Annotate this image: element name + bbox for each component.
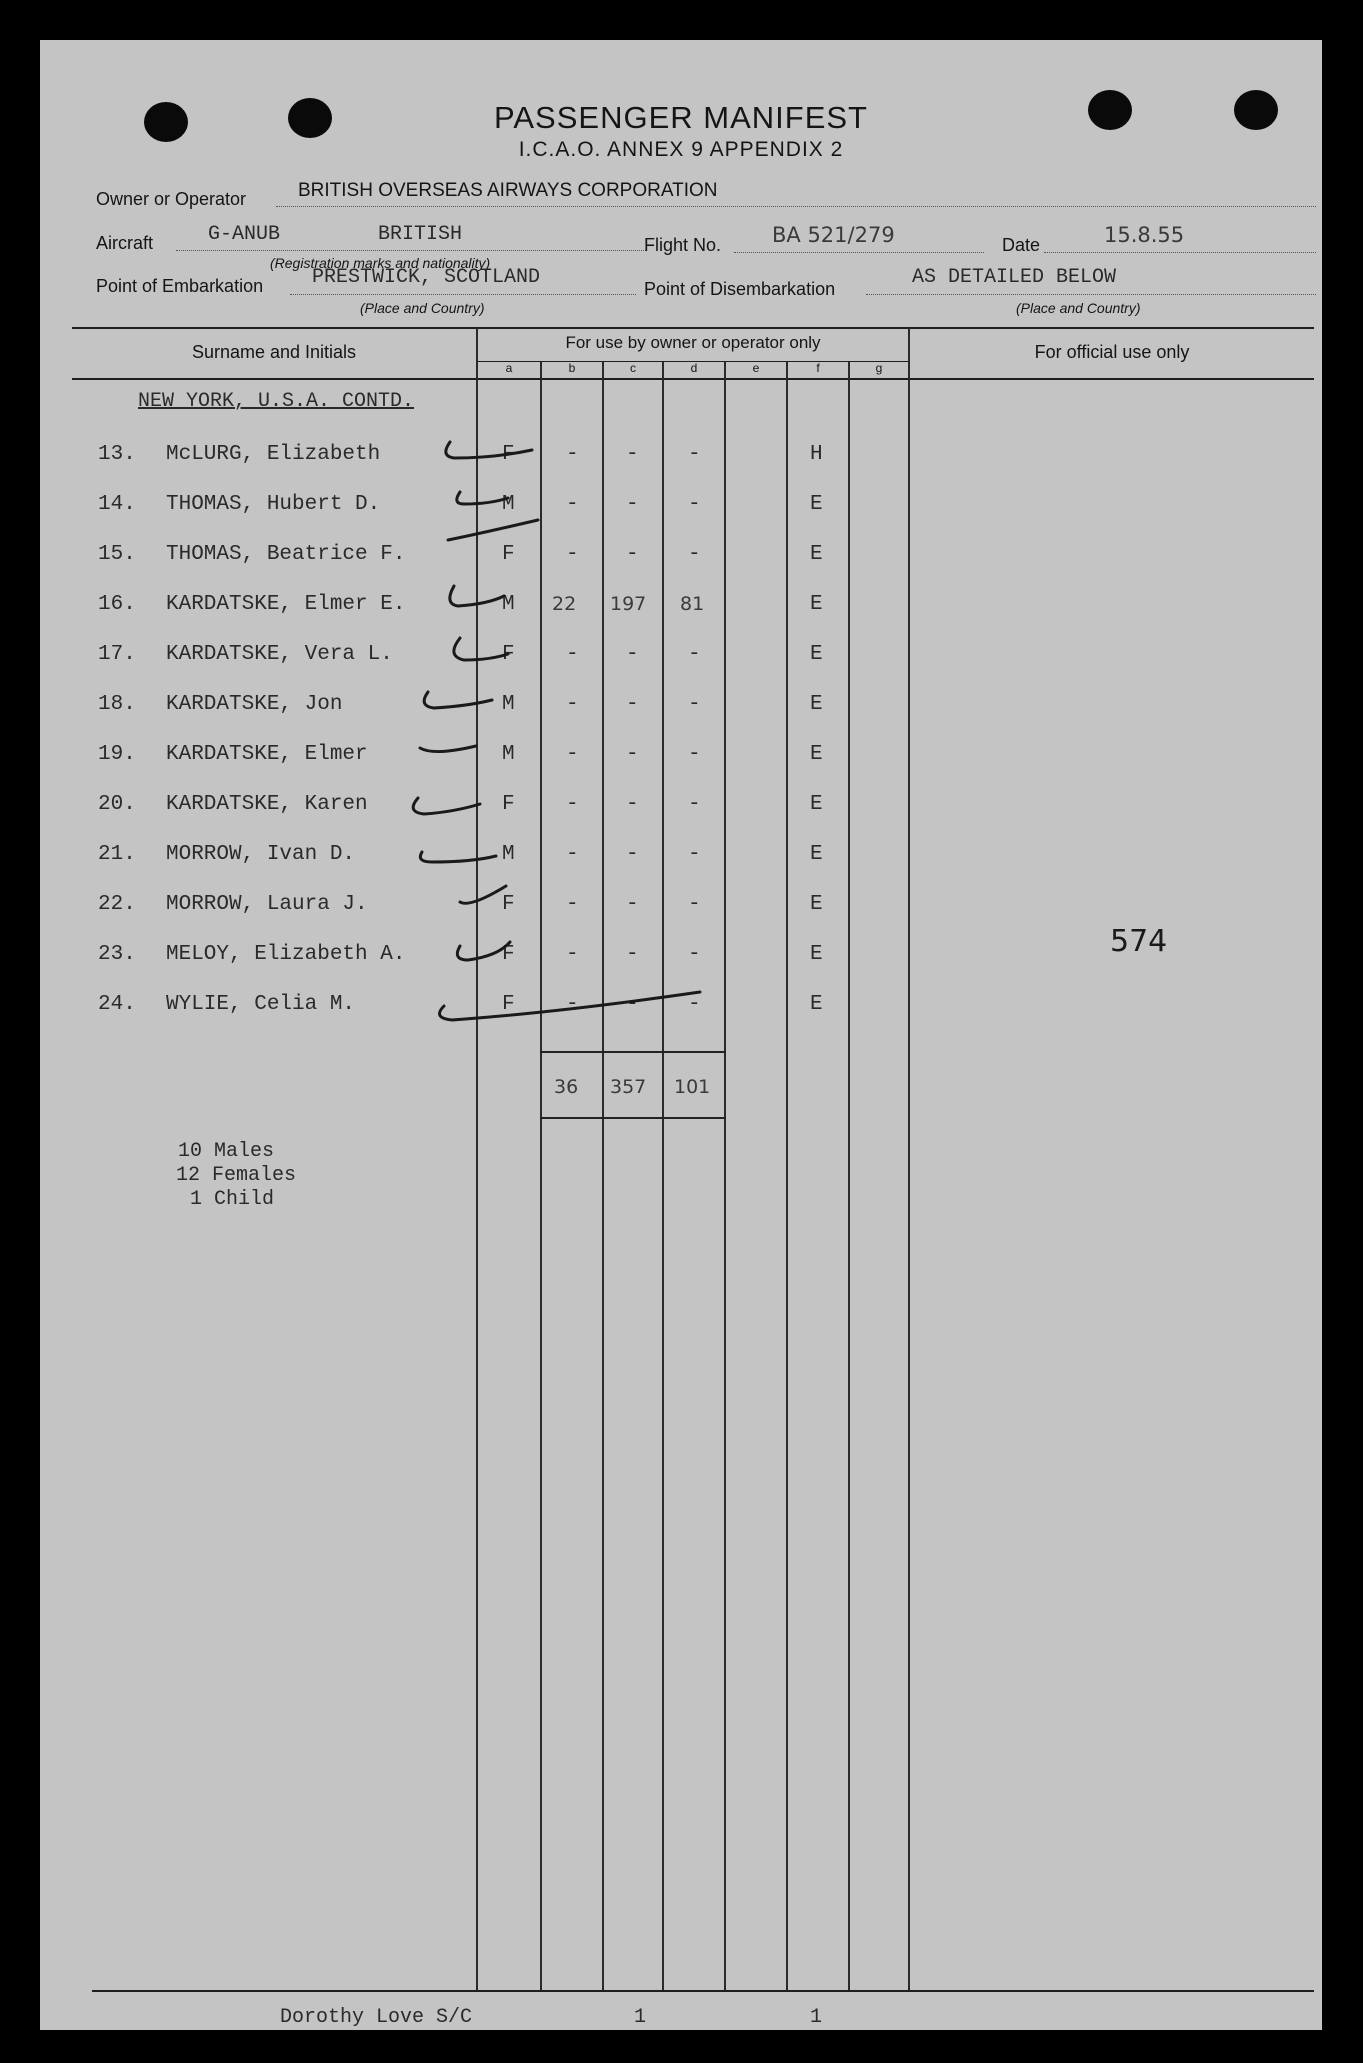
subcol-b: b (568, 361, 576, 375)
passenger-name: MELOY, Elizabeth A. (166, 943, 406, 966)
subcol-d: d (690, 361, 698, 375)
check-mark (446, 442, 532, 458)
cell-c: - (626, 943, 639, 966)
cell-a: M (502, 693, 515, 716)
row-number: 17. (98, 643, 136, 666)
cell-f: E (810, 793, 823, 816)
passenger-name: MORROW, Ivan D. (166, 843, 356, 866)
check-mark (454, 638, 508, 660)
cell-f: E (810, 493, 823, 516)
cell-a: M (502, 593, 515, 616)
document-subtitle: I.C.A.O. ANNEX 9 APPENDIX 2 (518, 138, 844, 161)
subcol-a: a (505, 361, 513, 375)
cell-b: - (566, 843, 579, 866)
embarkation-value: PRESTWICK, SCOTLAND (312, 266, 541, 289)
cell-b: - (566, 993, 579, 1016)
row-number: 15. (98, 543, 136, 566)
cell-a: F (502, 793, 515, 816)
cell-d: - (688, 993, 701, 1016)
cell-d: - (688, 643, 701, 666)
cell-f: E (810, 593, 823, 616)
aircraft-registration: G-ANUB (208, 223, 281, 246)
col-header-operator: For use by owner or operator only (565, 333, 821, 352)
total-c: 357 (610, 1076, 647, 1098)
passenger-name: KARDATSKE, Vera L. (166, 643, 393, 666)
row-number: 23. (98, 943, 136, 966)
passenger-name: KARDATSKE, Elmer (166, 743, 368, 766)
flight-dotline (734, 252, 984, 253)
cell-c: - (626, 493, 639, 516)
cell-a: F (502, 643, 515, 666)
cell-b: - (566, 543, 579, 566)
embarkation-caption: (Place and Country) (360, 300, 485, 316)
passenger-name: KARDATSKE, Elmer E. (166, 593, 406, 616)
cell-f: E (810, 543, 823, 566)
row-number: 14. (98, 493, 136, 516)
embarkation-label: Point of Embarkation (96, 276, 264, 296)
row-number: 19. (98, 743, 136, 766)
cell-f: E (810, 743, 823, 766)
cell-a: M (502, 743, 515, 766)
cell-a: M (502, 843, 515, 866)
aircraft-dotline (176, 250, 646, 251)
col-rule-b (602, 362, 604, 1990)
col-rule-d (724, 362, 726, 1990)
total-d: 101 (674, 1076, 711, 1098)
footer-value-2: 1 (810, 2006, 823, 2029)
col-rule-c (662, 362, 664, 1990)
section-heading: NEW YORK, U.S.A. CONTD. (138, 390, 415, 413)
cell-d: - (688, 793, 701, 816)
cell-a: F (502, 543, 515, 566)
embarkation-dotline (290, 294, 636, 295)
cell-d: - (688, 843, 701, 866)
cell-c: - (626, 443, 639, 466)
cell-d: - (688, 543, 701, 566)
table-footer-rule (92, 1990, 1314, 1992)
cell-f: E (810, 643, 823, 666)
col-rule-a (540, 362, 542, 1990)
footer-value-1: 1 (634, 2006, 647, 2029)
cell-d: - (688, 493, 701, 516)
date-value: 15.8.55 (1104, 223, 1185, 247)
row-number: 24. (98, 993, 136, 1016)
check-mark (413, 798, 480, 814)
cell-f: E (810, 943, 823, 966)
cell-c: - (626, 693, 639, 716)
row-number: 22. (98, 893, 136, 916)
check-mark (420, 746, 476, 752)
cell-c: - (626, 993, 639, 1016)
cell-c: - (626, 893, 639, 916)
cell-c: - (626, 643, 639, 666)
passenger-name: KARDATSKE, Karen (166, 793, 368, 816)
owner-label: Owner or Operator (96, 189, 247, 209)
owner-dotline (276, 206, 1316, 207)
col-header-official: For official use only (1034, 342, 1190, 362)
cell-f: E (810, 893, 823, 916)
passenger-name: McLURG, Elizabeth (166, 443, 381, 466)
cell-b: - (566, 643, 579, 666)
check-mark (424, 692, 492, 708)
subcol-f: f (816, 361, 820, 375)
subcol-c: c (630, 361, 636, 375)
summary-females: 12 Females (176, 1164, 297, 1187)
cell-b: - (566, 893, 579, 916)
cell-c: 197 (610, 593, 647, 615)
official-number: 574 (1110, 924, 1168, 959)
date-dotline (1044, 252, 1316, 253)
aircraft-nationality: BRITISH (378, 223, 463, 246)
cell-a: F (502, 993, 515, 1016)
flight-label: Flight No. (644, 235, 722, 255)
row-number: 16. (98, 593, 136, 616)
summary-child: 1 Child (190, 1188, 275, 1211)
cell-b: - (566, 693, 579, 716)
cell-a: M (502, 493, 515, 516)
subcol-e: e (752, 361, 760, 375)
cell-b: - (566, 443, 579, 466)
aircraft-caption: (Registration marks and nationality) (270, 255, 491, 271)
passenger-name: THOMAS, Hubert D. (166, 493, 381, 516)
table-header-bottom-rule (72, 378, 1314, 380)
cell-d: - (688, 443, 701, 466)
check-mark (420, 852, 496, 862)
check-mark (460, 886, 506, 903)
summary-males: 10 Males (178, 1140, 275, 1163)
cell-d: - (688, 743, 701, 766)
col-header-name: Surname and Initials (191, 342, 357, 362)
cell-a: F (502, 893, 515, 916)
cell-b: - (566, 943, 579, 966)
passenger-name: WYLIE, Celia M. (166, 993, 356, 1016)
cell-c: - (626, 793, 639, 816)
col-rule-f (848, 362, 850, 1990)
col-rule-name (476, 328, 478, 1990)
table-top-rule (72, 327, 1314, 329)
check-mark (448, 520, 538, 540)
cell-d: - (688, 893, 701, 916)
cell-d: - (688, 943, 701, 966)
cell-b: - (566, 743, 579, 766)
footer-signature: Dorothy Love S/C (280, 2006, 473, 2029)
cell-a: F (502, 443, 515, 466)
owner-value: BRITISH OVERSEAS AIRWAYS CORPORATION (298, 180, 718, 201)
cell-c: - (626, 843, 639, 866)
disembarkation-dotline (866, 294, 1316, 295)
manifest-sheet (40, 40, 1322, 2030)
passenger-name: KARDATSKE, Jon (166, 693, 343, 716)
cell-b: - (566, 793, 579, 816)
cell-f: E (810, 843, 823, 866)
cell-d: 81 (680, 593, 705, 615)
cell-b: - (566, 493, 579, 516)
total-b: 36 (554, 1076, 579, 1098)
cell-f: E (810, 693, 823, 716)
row-number: 18. (98, 693, 136, 716)
cell-a: F (502, 943, 515, 966)
disembarkation-caption: (Place and Country) (1016, 300, 1141, 316)
flight-value: BA 521/279 (772, 223, 895, 247)
disembarkation-label: Point of Disembarkation (644, 279, 836, 299)
row-number: 21. (98, 843, 136, 866)
col-rule-e (786, 362, 788, 1990)
cell-b: 22 (552, 593, 577, 615)
row-number: 20. (98, 793, 136, 816)
document-title: PASSENGER MANIFEST (494, 100, 868, 135)
aircraft-label: Aircraft (96, 233, 154, 253)
check-mark (457, 492, 508, 504)
cell-d: - (688, 693, 701, 716)
cell-f: H (810, 443, 823, 466)
cell-f: E (810, 993, 823, 1016)
date-label: Date (1002, 235, 1041, 255)
col-rule-official (908, 328, 910, 1990)
cell-c: - (626, 743, 639, 766)
subcol-g: g (875, 361, 883, 375)
disembarkation-value: AS DETAILED BELOW (912, 266, 1117, 289)
passenger-name: MORROW, Laura J. (166, 893, 368, 916)
cell-c: - (626, 543, 639, 566)
row-number: 13. (98, 443, 136, 466)
passenger-name: THOMAS, Beatrice F. (166, 543, 406, 566)
